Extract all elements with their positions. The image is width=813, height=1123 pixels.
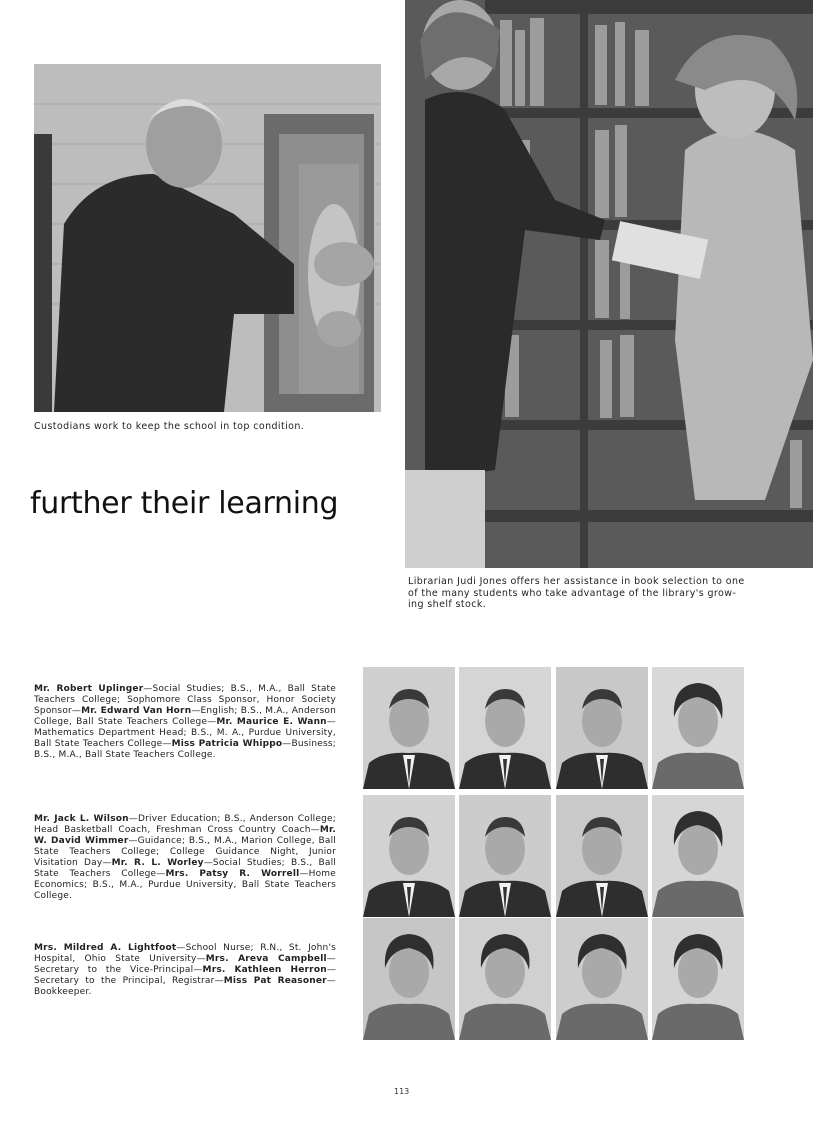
faculty-portrait	[556, 918, 648, 1040]
faculty-description: —Bookkeeper.	[34, 976, 336, 997]
faculty-portrait	[459, 795, 551, 917]
faculty-description: —Driver Education; B.S., Anderson College; Head Basketball Coach, Freshman Cross Country Coach—	[34, 814, 336, 835]
faculty-description: —English; B.S., M.A., Anderson College, Ball State Teachers College—	[34, 706, 337, 727]
faculty-name: Mr. Jack L. Wilson	[34, 814, 129, 824]
faculty-name: Mrs. Mildred A. Lightfoot	[34, 943, 177, 953]
faculty-name: Miss Patricia Whippo	[171, 739, 283, 749]
faculty-portrait	[652, 918, 744, 1040]
faculty-name: Miss Pat Reasoner	[223, 976, 327, 986]
faculty-name: Mr. Maurice E. Wann	[216, 717, 327, 727]
faculty-portrait	[652, 795, 744, 917]
faculty-bio-group-2	[34, 814, 336, 902]
faculty-name: Mrs. Areva Campbell	[205, 954, 327, 964]
faculty-description: —Business; B.S., M.A., Ball State Teachers College.	[34, 739, 337, 760]
faculty-description: —Social Studies; B.S., Ball State Teachers College—	[34, 858, 336, 879]
faculty-bio-group-1	[34, 684, 336, 761]
faculty-portrait	[459, 667, 551, 789]
faculty-name: Mr. R. L. Worley	[111, 858, 204, 868]
custodian-photo	[34, 64, 381, 412]
faculty-name: Mr. W. David Wimmer	[34, 825, 336, 846]
faculty-description: —Home Economics; B.S., M.A., Purdue University, Ball State Teachers College.	[34, 869, 337, 901]
faculty-name: Mrs. Kathleen Herron	[202, 965, 327, 975]
faculty-bio-group-3	[34, 943, 336, 998]
faculty-portrait	[556, 795, 648, 917]
section-headline: further their learning	[30, 486, 339, 521]
faculty-description: —School Nurse; R.N., St. John's Hospital, Ohio State University—	[34, 943, 337, 964]
faculty-description: —Social Studies; B.S., M.A., Ball State Teachers College; Sophomore Class Sponsor, Honor Society Sponsor—	[34, 684, 336, 716]
faculty-portrait	[652, 667, 744, 789]
faculty-name: Mrs. Patsy R. Worrell	[165, 869, 300, 879]
custodian-caption: Custodians work to keep the school in top condition.	[34, 421, 305, 432]
faculty-description: —Secretary to the Principal, Registrar—	[34, 965, 337, 986]
page-number: 113	[394, 1087, 410, 1096]
faculty-description: —Guidance; B.S., M.A., Marion College, Ball State Teachers College; College Guidance Night, Junior Visitation Day—	[34, 836, 336, 868]
library-photo	[405, 0, 813, 568]
faculty-name: Mr. Robert Uplinger	[34, 684, 144, 694]
library-caption: Librarian Judi Jones offers her assistance in book selection to one of the many students who take advantage of the library's grow-ing shelf stock.	[408, 576, 745, 610]
faculty-portrait	[363, 667, 455, 789]
faculty-portrait	[556, 667, 648, 789]
faculty-name: Mr. Edward Van Horn	[81, 706, 192, 716]
faculty-portrait	[363, 918, 455, 1040]
faculty-description: —Secretary to the Vice-Principal—	[34, 954, 336, 975]
faculty-description: —Mathematics Department Head; B.S., M. A., Purdue University, Ball State Teachers College—	[34, 717, 336, 749]
faculty-portrait	[363, 795, 455, 917]
faculty-portrait	[459, 918, 551, 1040]
